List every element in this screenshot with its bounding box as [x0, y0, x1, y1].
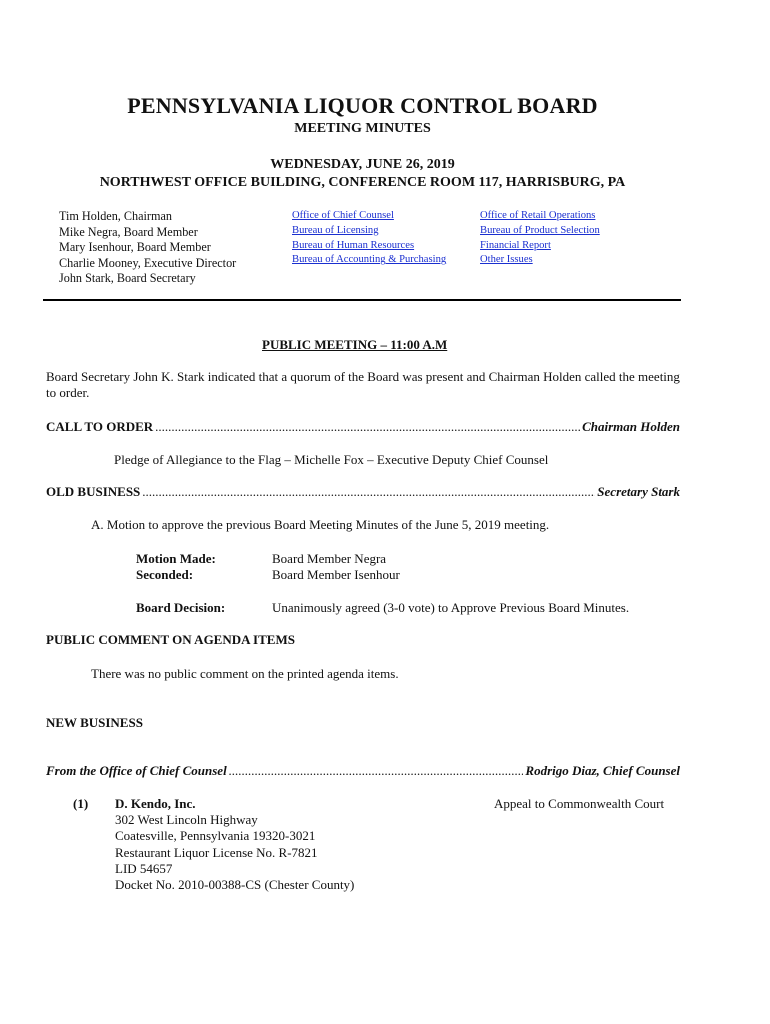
licensee-name: D. Kendo, Inc. [115, 796, 196, 811]
horizontal-divider [43, 299, 681, 301]
call-to-order-presenter: Chairman Holden [582, 419, 680, 434]
dot-leader [155, 419, 580, 435]
dot-leader [229, 763, 524, 779]
section-links-column-1 [292, 209, 446, 268]
link-other-issues[interactable]: Other Issues [480, 254, 533, 266]
item-number: (1) [73, 796, 89, 811]
attendee-item: Mary Isenhour, Board Member [59, 240, 211, 254]
detail-line: LID 54657 [115, 860, 173, 876]
motion-made-value: Board Member Negra [272, 551, 387, 566]
office-label: From the Office of Chief Counsel [46, 763, 227, 778]
public-meeting-heading: PUBLIC MEETING – 11:00 A.M [262, 337, 448, 352]
chief-counsel-row [46, 763, 680, 779]
old-business-row [46, 484, 680, 500]
attendee-item: Mike Negra, Board Member [59, 224, 198, 239]
document-subtitle: MEETING MINUTES [294, 121, 431, 136]
seconded-label: Seconded: [136, 567, 194, 582]
call-to-order-row [46, 419, 680, 435]
item-action: Appeal to Commonwealth Court [494, 796, 665, 811]
motion-made-label: Motion Made: [136, 551, 216, 566]
link-financial-report[interactable]: Financial Report [480, 239, 551, 251]
board-decision-value: Unanimously agreed (3-0 vote) to Approve Previous Board Minutes. [272, 600, 630, 615]
link-office-of-chief-counsel[interactable]: Office of Chief Counsel [292, 210, 394, 221]
public-comment-text: There was no public comment on the printed agenda items. [91, 666, 399, 681]
link-office-of-retail-operations[interactable]: Office of Retail Operations [480, 210, 596, 221]
meeting-location: NORTHWEST OFFICE BUILDING, CONFERENCE ROOM 117, HARRISBURG, PA [99, 175, 626, 190]
seconded-value: Board Member Isenhour [272, 567, 400, 582]
link-bureau-of-human-resources[interactable]: Bureau of Human Resources [292, 239, 415, 251]
dot-leader [142, 484, 595, 500]
old-business-presenter: Secretary Stark [597, 484, 680, 499]
quorum-paragraph: Board Secretary John K. Stark indicated that a quorum of the Board was present and Chairman Holden called the meeting to order. [46, 369, 680, 400]
attendee-list [59, 209, 236, 287]
licensee-details [115, 812, 354, 893]
board-decision-label: Board Decision: [136, 600, 226, 615]
link-bureau-of-licensing[interactable]: Bureau of Licensing [292, 224, 379, 236]
public-comment-heading: PUBLIC COMMENT ON AGENDA ITEMS [46, 632, 295, 647]
detail-line: Docket No. 2010-00388-CS (Chester County) [115, 877, 355, 893]
detail-line: Restaurant Liquor License No. R-7821 [115, 844, 318, 860]
motion-a-text: A. Motion to approve the previous Board Meeting Minutes of the June 5, 2019 meeting. [91, 517, 550, 532]
pledge-line: Pledge of Allegiance to the Flag – Michelle Fox – Executive Deputy Chief Counsel [114, 452, 549, 467]
detail-line: Coatesville, Pennsylvania 19320-3021 [115, 828, 316, 844]
new-business-heading: NEW BUSINESS [46, 715, 143, 730]
call-to-order-label: CALL TO ORDER [46, 419, 154, 434]
document-title: PENNSYLVANIA LIQUOR CONTROL BOARD [127, 93, 598, 118]
detail-line: 302 West Lincoln Highway [115, 812, 258, 827]
attendee-item: Charlie Mooney, Executive Director [59, 255, 237, 270]
attendee-item: John Stark, Board Secretary [59, 271, 196, 285]
link-bureau-of-accounting-purchasing[interactable]: Bureau of Accounting & Purchasing [292, 254, 447, 266]
meeting-date: WEDNESDAY, JUNE 26, 2019 [270, 157, 455, 172]
link-bureau-of-product-selection[interactable]: Bureau of Product Selection [480, 224, 600, 236]
section-links-column-2 [480, 209, 600, 268]
office-presenter: Rodrigo Diaz, Chief Counsel [525, 763, 680, 778]
old-business-label: OLD BUSINESS [46, 484, 141, 499]
attendee-item: Tim Holden, Chairman [59, 209, 172, 223]
